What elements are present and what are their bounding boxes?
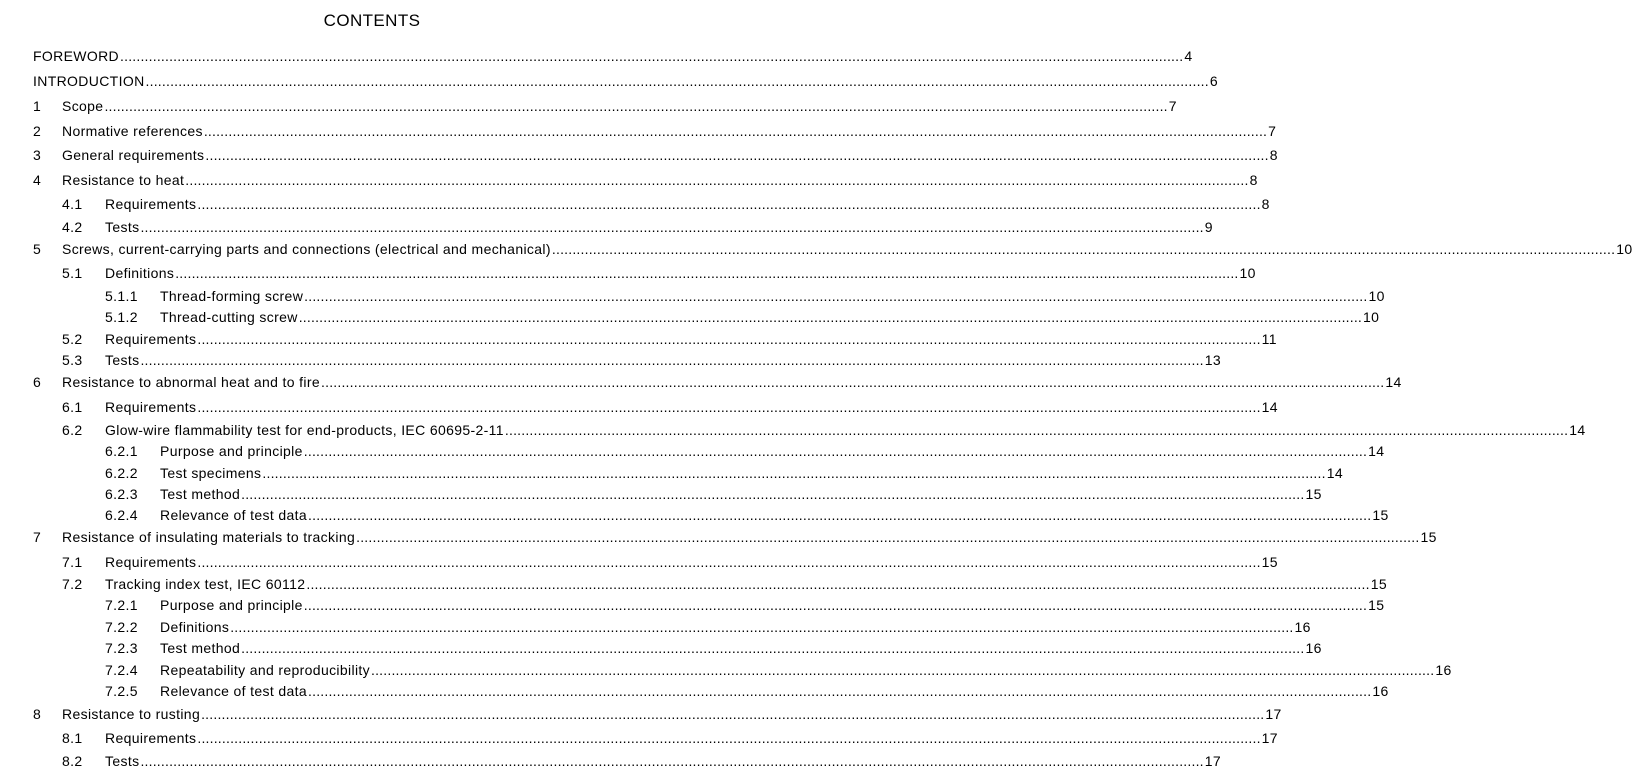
dot-leader: ....................................................................................................................................................................................................................................................................: [197, 554, 1261, 570]
dot-leader: ....................................................................................................................................................................................................................................................................: [230, 619, 1294, 635]
dot-leader: ....................................................................................................................................................................................................................................................................: [203, 123, 1268, 139]
toc-page-number: 16: [1372, 683, 1389, 699]
toc-page-number: 15: [1372, 507, 1389, 523]
dot-leader: ....................................................................................................................................................................................................................................................................: [175, 265, 1239, 281]
toc-entry-8[interactable]: [0, 704, 1282, 724]
dot-leader: ....................................................................................................................................................................................................................................................................: [201, 706, 1265, 722]
toc-entry-7-2-1[interactable]: [0, 595, 1385, 615]
toc-page-number: 15: [1261, 554, 1278, 570]
toc-number: 8.1: [62, 730, 83, 746]
dot-leader: ....................................................................................................................................................................................................................................................................: [303, 443, 1368, 459]
toc-entry-7-2-2[interactable]: [0, 617, 1311, 637]
toc-title: Normative references: [62, 123, 203, 139]
toc-title: Glow-wire flammability test for end-products, IEC 60695-2-11: [105, 422, 504, 438]
toc-title: Requirements: [105, 399, 197, 415]
toc-number: 5.1.1: [105, 288, 138, 304]
dot-leader: ....................................................................................................................................................................................................................................................................: [205, 147, 1269, 163]
toc-title: Requirements: [105, 554, 197, 570]
toc-title: Requirements: [105, 331, 197, 347]
dot-leader: ....................................................................................................................................................................................................................................................................: [551, 241, 1616, 257]
toc-number: 6.2.1: [105, 443, 138, 459]
toc-number: 1: [33, 98, 42, 114]
toc-title: FOREWORD: [33, 48, 120, 64]
toc-page-number: 16: [1305, 640, 1322, 656]
toc-title: Repeatability and reproducibility: [160, 662, 370, 678]
toc-title: Definitions: [160, 619, 230, 635]
toc-page-number: 15: [1370, 576, 1387, 592]
toc-page-number: 15: [1305, 486, 1322, 502]
toc-number: 8.2: [62, 753, 83, 769]
dot-leader: ....................................................................................................................................................................................................................................................................: [321, 374, 1385, 390]
toc-number: 7: [33, 529, 42, 545]
toc-entry-6-2-2[interactable]: [0, 463, 1343, 483]
toc-number: 7.2.5: [105, 683, 138, 699]
toc-entry-1[interactable]: [0, 96, 1177, 116]
toc-entry-7-2-5[interactable]: [0, 681, 1389, 701]
toc-page-number: 15: [1420, 529, 1437, 545]
toc-number: 6.2: [62, 422, 83, 438]
toc-title: Requirements: [105, 196, 197, 212]
toc-number: 5.1.2: [105, 309, 138, 325]
toc-entry-5-1[interactable]: [0, 263, 1256, 283]
toc-page-number: 14: [1326, 465, 1343, 481]
dot-leader: ....................................................................................................................................................................................................................................................................: [303, 597, 1368, 613]
toc-number: 2: [33, 123, 42, 139]
toc-page-number: 13: [1204, 352, 1222, 368]
toc-entry-8-2[interactable]: [0, 751, 1222, 771]
dot-leader: ....................................................................................................................................................................................................................................................................: [185, 172, 1249, 188]
toc-title: Resistance to abnormal heat and to fire: [62, 374, 321, 390]
toc-page-number: 10: [1239, 265, 1256, 281]
dot-leader: ....................................................................................................................................................................................................................................................................: [356, 529, 1420, 545]
toc-page-number: 11: [1261, 331, 1277, 347]
toc-number: 6.1: [62, 399, 83, 415]
dot-leader: ....................................................................................................................................................................................................................................................................: [306, 576, 1370, 592]
toc-page-number: 7: [1268, 123, 1277, 139]
toc-entry-6-2-3[interactable]: [0, 484, 1322, 504]
toc-number: 7.1: [62, 554, 83, 570]
toc-entry-6-1[interactable]: [0, 397, 1278, 417]
toc-number: 6.2.3: [105, 486, 138, 502]
page-title: CONTENTS: [323, 11, 421, 30]
toc-number: 5: [33, 241, 42, 257]
toc-page-number: 16: [1294, 619, 1311, 635]
toc-entry-8-1[interactable]: [0, 728, 1278, 748]
toc-number: 7.2.2: [105, 619, 138, 635]
toc-title: Relevance of test data: [160, 683, 308, 699]
toc-title: Purpose and principle: [160, 443, 303, 459]
toc-entry-2[interactable]: [0, 121, 1277, 141]
toc-number: 5.2: [62, 331, 83, 347]
toc-number: 5.1: [62, 265, 83, 281]
toc-title: Scope: [62, 98, 104, 114]
toc-entry-4-1[interactable]: [0, 194, 1270, 214]
dot-leader: ....................................................................................................................................................................................................................................................................: [104, 98, 1168, 114]
toc-page-number: 4: [1184, 48, 1193, 64]
dot-leader: ....................................................................................................................................................................................................................................................................: [197, 730, 1261, 746]
toc-number: 6: [33, 374, 42, 390]
dot-leader: ....................................................................................................................................................................................................................................................................: [298, 309, 1363, 325]
toc-number: 6.2.4: [105, 507, 138, 523]
toc-entry-7-2[interactable]: [0, 574, 1387, 594]
toc-entry-6-2-4[interactable]: [0, 505, 1389, 525]
toc-number: 3: [33, 147, 42, 163]
toc-title: Thread-forming screw: [160, 288, 304, 304]
toc-entry-5[interactable]: [0, 239, 1632, 259]
toc-page-number: 16: [1435, 662, 1452, 678]
toc-title: Screws, current-carrying parts and connections (electrical and mechanical): [62, 241, 551, 257]
toc-entry-6[interactable]: [0, 372, 1402, 392]
toc-entry-4-2[interactable]: [0, 217, 1213, 237]
toc-title: Tests: [105, 753, 140, 769]
dot-leader: ....................................................................................................................................................................................................................................................................: [504, 422, 1569, 438]
toc-page-number: 17: [1261, 730, 1278, 746]
dot-leader: ....................................................................................................................................................................................................................................................................: [308, 683, 1372, 699]
toc-title: Test specimens: [160, 465, 262, 481]
toc-page-number: 6: [1209, 73, 1218, 89]
toc-number: 7.2.3: [105, 640, 138, 656]
toc-title: General requirements: [62, 147, 205, 163]
toc-entry-6-2-1[interactable]: [0, 441, 1385, 461]
toc-entry-7-1[interactable]: [0, 552, 1278, 572]
toc-page-number: 8: [1249, 172, 1258, 188]
toc-title: Relevance of test data: [160, 507, 308, 523]
dot-leader: ....................................................................................................................................................................................................................................................................: [197, 399, 1261, 415]
dot-leader: ....................................................................................................................................................................................................................................................................: [140, 219, 1204, 235]
dot-leader: ....................................................................................................................................................................................................................................................................: [120, 48, 1184, 64]
toc-title: Test method: [160, 640, 241, 656]
toc-title: INTRODUCTION: [33, 73, 145, 89]
toc-page-number: 9: [1204, 219, 1213, 235]
toc-number: 7.2.1: [105, 597, 138, 613]
toc-page-number: 14: [1569, 422, 1586, 438]
toc-number: 4.2: [62, 219, 83, 235]
toc-title: Definitions: [105, 265, 175, 281]
toc-title: Thread-cutting screw: [160, 309, 298, 325]
toc-title: Purpose and principle: [160, 597, 303, 613]
toc-page-number: 14: [1368, 443, 1385, 459]
dot-leader: ....................................................................................................................................................................................................................................................................: [197, 331, 1261, 347]
toc-title: Test method: [160, 486, 241, 502]
toc-entry-introduction[interactable]: [0, 71, 1218, 91]
toc-page-number: 10: [1368, 288, 1385, 304]
toc-page-number: 17: [1204, 753, 1222, 769]
toc-title: Resistance of insulating materials to tracking: [62, 529, 356, 545]
toc-page-number: 14: [1261, 399, 1278, 415]
toc-page-number: 10: [1363, 309, 1380, 325]
dot-leader: ....................................................................................................................................................................................................................................................................: [241, 640, 1305, 656]
toc-title: Tests: [105, 352, 140, 368]
toc-title: Requirements: [105, 730, 197, 746]
toc-title: Tracking index test, IEC 60112: [105, 576, 306, 592]
toc-entry-7-2-3[interactable]: [0, 638, 1322, 658]
toc-number: 6.2.2: [105, 465, 138, 481]
toc-entry-6-2[interactable]: [0, 420, 1586, 440]
toc-entry-foreword[interactable]: [0, 46, 1193, 66]
toc-entry-5-1-1[interactable]: [0, 286, 1385, 306]
toc-page-number: 14: [1385, 374, 1402, 390]
dot-leader: ....................................................................................................................................................................................................................................................................: [241, 486, 1305, 502]
toc-entry-5-2[interactable]: [0, 329, 1277, 349]
dot-leader: ....................................................................................................................................................................................................................................................................: [304, 288, 1368, 304]
toc-page-number: 8: [1269, 147, 1278, 163]
toc-entry-5-1-2[interactable]: [0, 307, 1380, 327]
toc-entry-4[interactable]: [0, 170, 1258, 190]
toc-title: Resistance to heat: [62, 172, 185, 188]
toc-number: 7.2: [62, 576, 83, 592]
toc-page-number: 8: [1261, 196, 1270, 212]
dot-leader: ....................................................................................................................................................................................................................................................................: [262, 465, 1326, 481]
toc-number: 4.1: [62, 196, 83, 212]
toc-page-number: 17: [1265, 706, 1282, 722]
dot-leader: ....................................................................................................................................................................................................................................................................: [145, 73, 1209, 89]
toc-entry-7[interactable]: [0, 527, 1437, 547]
toc-number: 7.2.4: [105, 662, 138, 678]
toc-entry-3[interactable]: [0, 145, 1278, 165]
toc-page-number: 7: [1168, 98, 1177, 114]
toc-title: Resistance to rusting: [62, 706, 201, 722]
dot-leader: ....................................................................................................................................................................................................................................................................: [197, 196, 1261, 212]
toc-number: 5.3: [62, 352, 83, 368]
toc-entry-7-2-4[interactable]: [0, 660, 1452, 680]
toc-number: 8: [33, 706, 42, 722]
toc-page-number: 10: [1616, 241, 1632, 257]
dot-leader: ....................................................................................................................................................................................................................................................................: [140, 352, 1204, 368]
toc-page-number: 15: [1368, 597, 1385, 613]
dot-leader: ....................................................................................................................................................................................................................................................................: [371, 662, 1435, 678]
toc-title: Tests: [105, 219, 140, 235]
toc-entry-5-3[interactable]: [0, 350, 1222, 370]
toc-number: 4: [33, 172, 42, 188]
dot-leader: ....................................................................................................................................................................................................................................................................: [140, 753, 1204, 769]
dot-leader: ....................................................................................................................................................................................................................................................................: [308, 507, 1372, 523]
